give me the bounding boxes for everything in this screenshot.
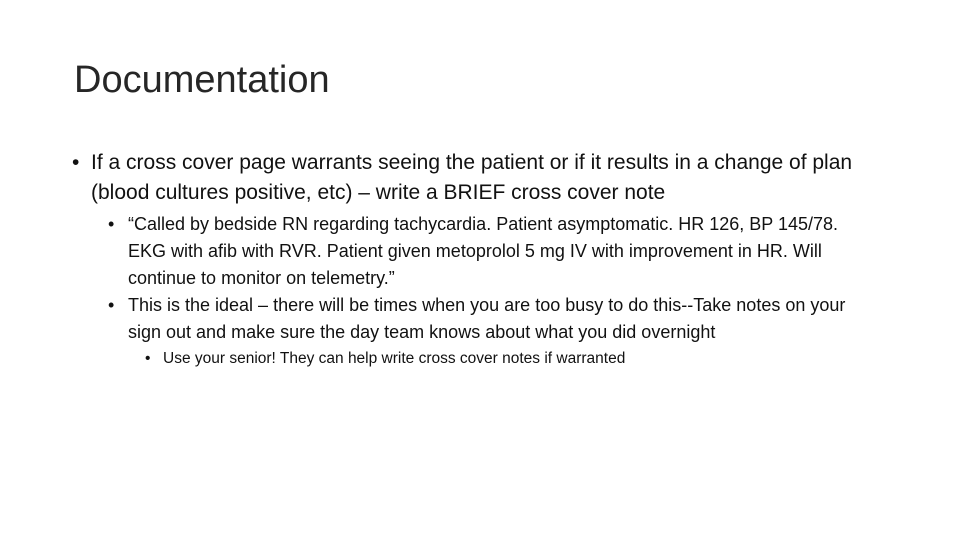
bullet-level-2	[108, 211, 872, 292]
bullet-icon: •	[145, 350, 151, 367]
slide-body	[72, 148, 872, 386]
bullet-level-1	[72, 148, 872, 207]
bullet-level-3	[145, 348, 872, 370]
bullet-text: This is the ideal – there will be times when you are too busy to do this--Take notes on your sign out and make sure the day team knows about what you did overnight	[128, 295, 846, 342]
bullet-level-2	[108, 292, 872, 346]
bullet-text: “Called by bedside RN regarding tachycardia. Patient asymptomatic. HR 126, BP 145/78. EKG with afib with RVR. Patient given metoprolol 5 mg IV with improvement in HR. Will continue to monitor on telemetry.”	[128, 214, 839, 288]
bullet-icon: •	[72, 151, 80, 174]
bullet-text: If a cross cover page warrants seeing the patient or if it results in a change of plan (blood cultures positive, etc) – write a BRIEF cross cover note	[91, 151, 853, 204]
bullet-icon: •	[108, 214, 115, 234]
bullet-icon: •	[108, 295, 115, 315]
bullet-text: Use your senior! They can help write cross cover notes if warranted	[163, 350, 626, 367]
slide-title: Documentation	[74, 59, 330, 101]
